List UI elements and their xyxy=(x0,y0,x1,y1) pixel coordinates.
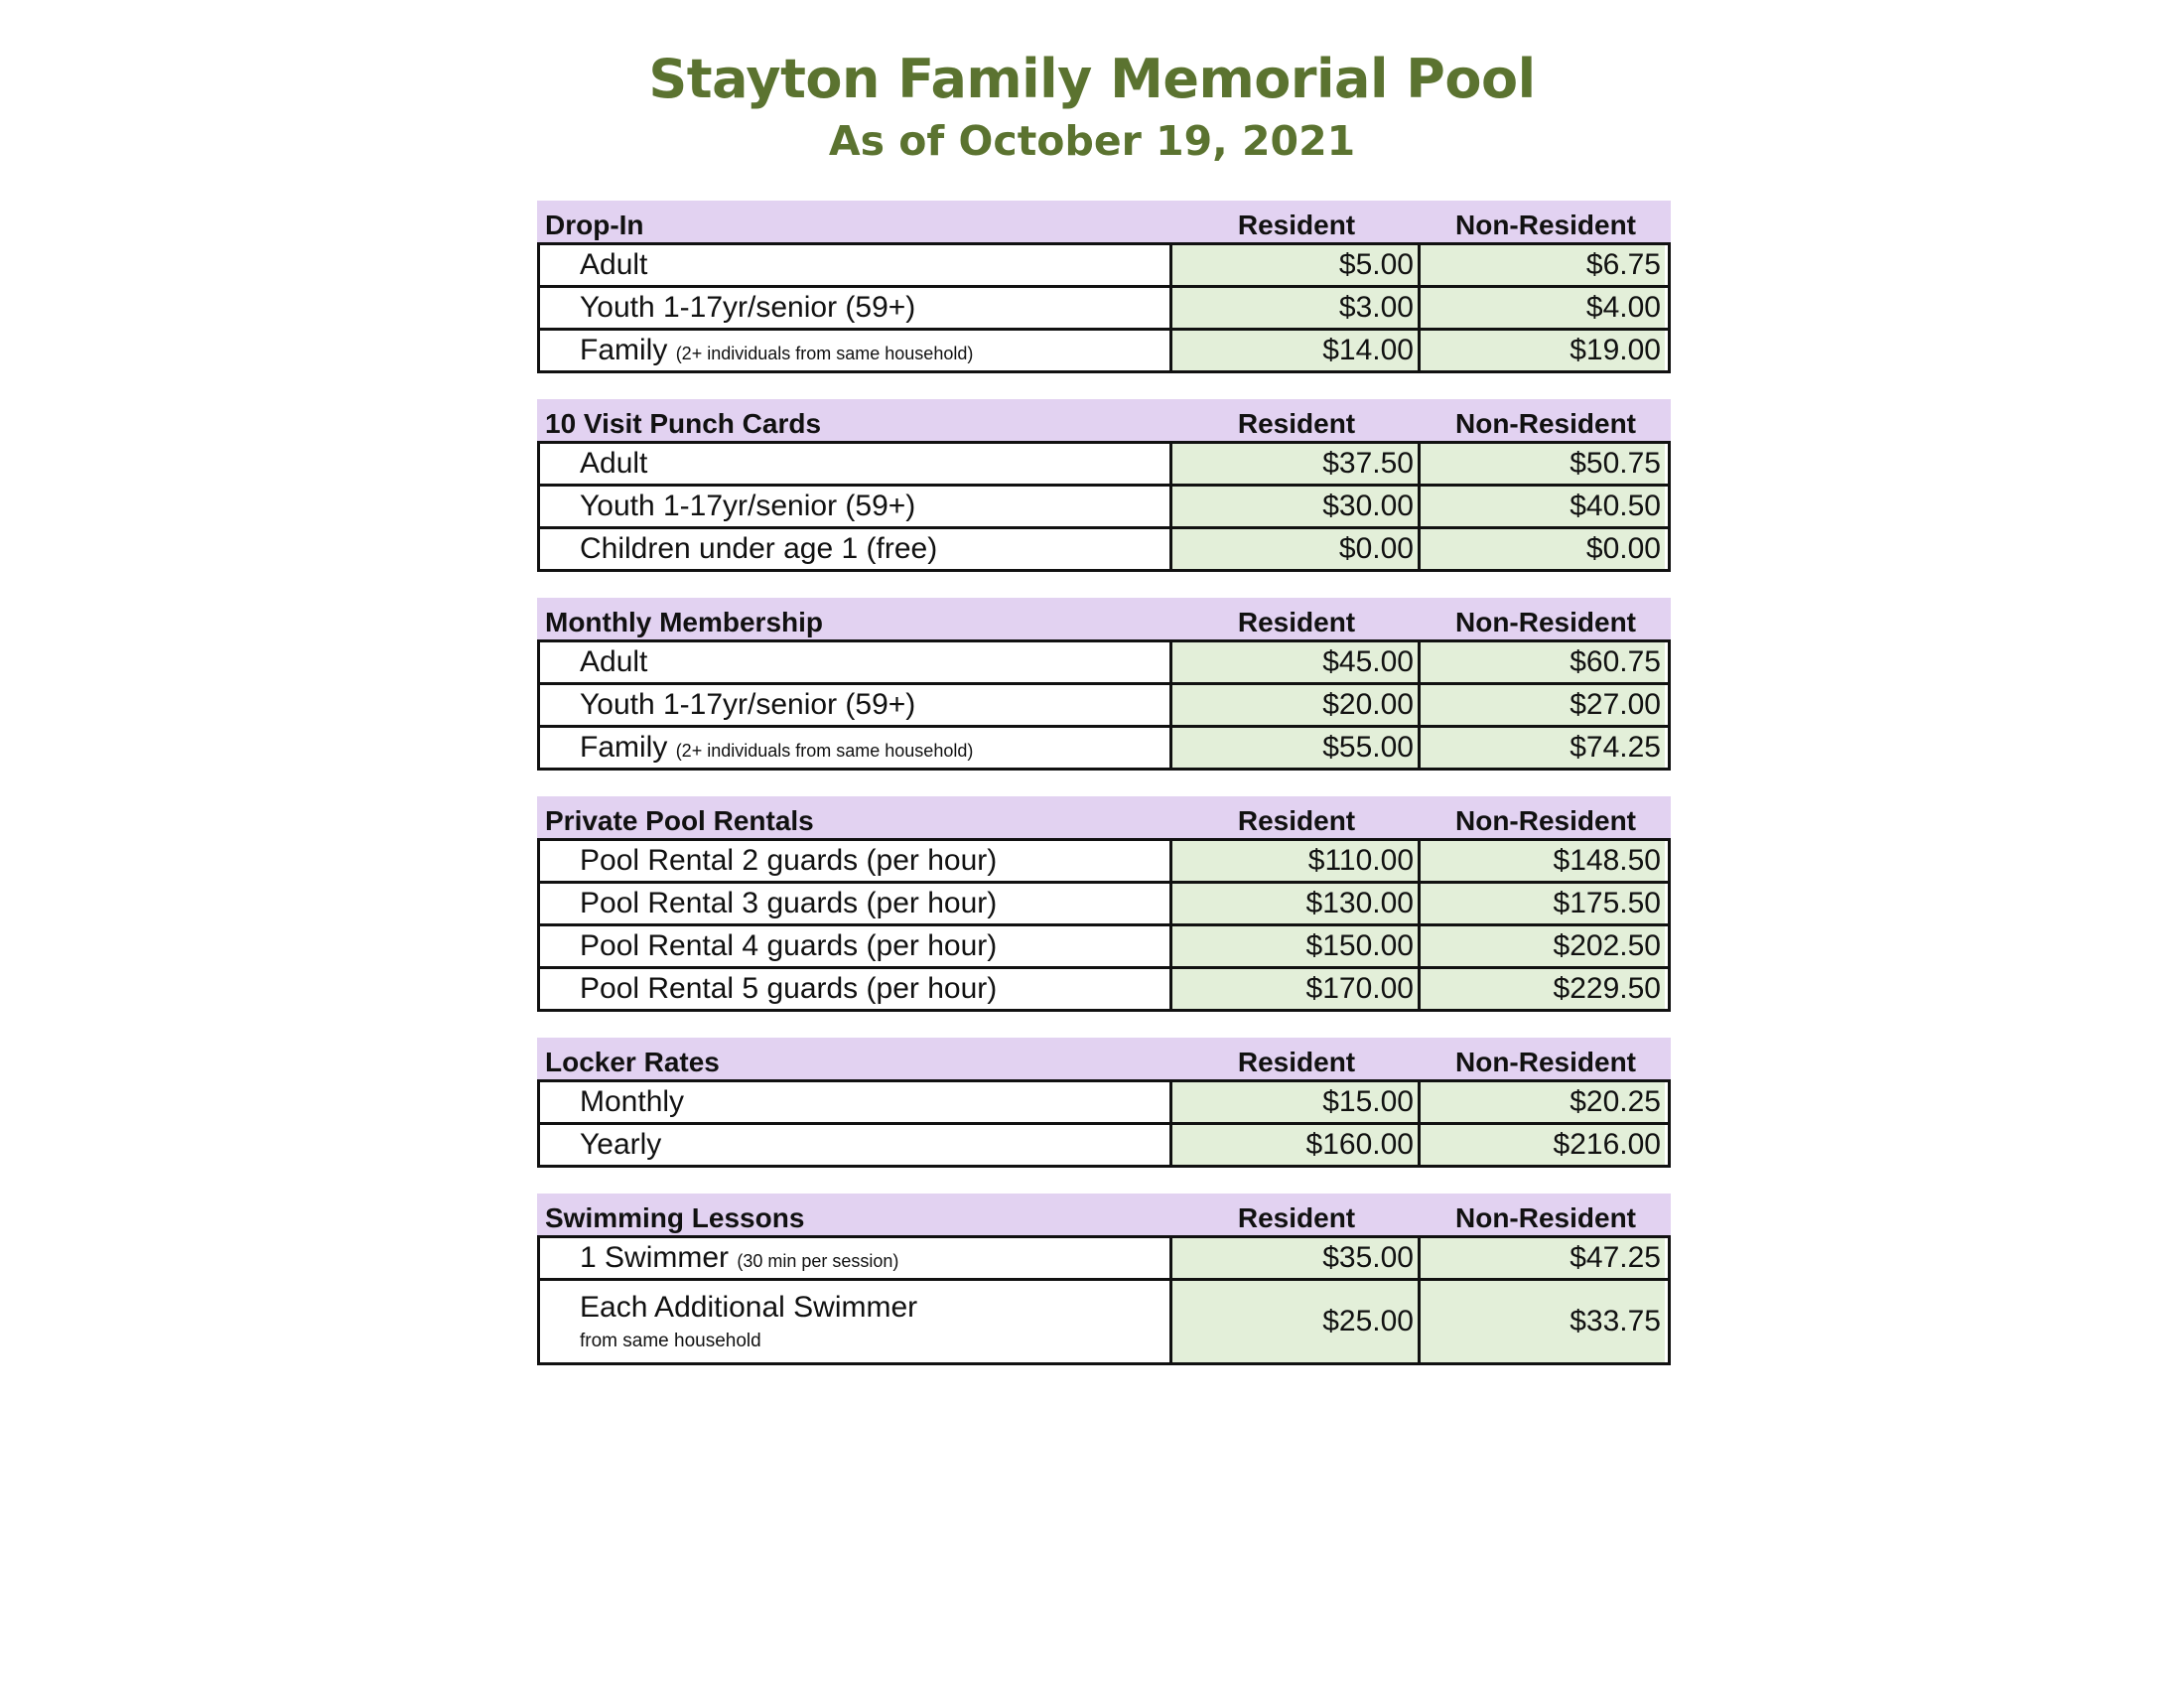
table-row xyxy=(540,1122,1668,1165)
nonresident-price: $0.00 xyxy=(1421,529,1665,569)
rate-label-line xyxy=(580,731,1169,765)
rate-label-cell xyxy=(540,444,1172,484)
section-header xyxy=(537,399,1671,441)
resident-price: $150.00 xyxy=(1172,926,1421,966)
nonresident-column-header: Non-Resident xyxy=(1455,408,1636,439)
rate-label-cell xyxy=(540,1125,1172,1165)
nonresident-column-header: Non-Resident xyxy=(1455,607,1636,637)
resident-price: $20.00 xyxy=(1172,685,1421,725)
rate-label-cell xyxy=(540,841,1172,881)
rate-label-line xyxy=(580,532,1169,566)
rate-label-cell xyxy=(540,288,1172,328)
rate-label-line xyxy=(580,1128,1169,1162)
section-title: Private Pool Rentals xyxy=(545,805,814,836)
rate-label: Adult xyxy=(580,645,648,678)
nonresident-price: $20.25 xyxy=(1421,1082,1665,1122)
rate-section xyxy=(537,1038,1671,1168)
rate-table xyxy=(537,242,1671,373)
rate-table xyxy=(537,1235,1671,1365)
rate-label-line xyxy=(580,1291,1169,1325)
rate-subnote: from same household xyxy=(580,1331,761,1351)
rate-label-line xyxy=(580,1085,1169,1119)
nonresident-price: $229.50 xyxy=(1421,969,1665,1009)
table-row xyxy=(540,526,1668,569)
nonresident-price: $19.00 xyxy=(1421,331,1665,370)
resident-column-header: Resident xyxy=(1237,1202,1356,1233)
table-row xyxy=(540,923,1668,966)
rate-label-line xyxy=(580,490,1169,523)
rate-label: Family xyxy=(580,334,668,366)
section-header xyxy=(537,598,1671,639)
resident-price: $14.00 xyxy=(1172,331,1421,370)
table-row xyxy=(540,1278,1668,1362)
rate-label: Youth 1-17yr/senior (59+) xyxy=(580,490,916,522)
resident-price: $15.00 xyxy=(1172,1082,1421,1122)
rate-label: Monthly xyxy=(580,1085,685,1118)
table-row xyxy=(540,966,1668,1009)
rate-label-cell xyxy=(540,642,1172,682)
table-row xyxy=(540,285,1668,328)
rate-label: Pool Rental 4 guards (per hour) xyxy=(580,929,998,962)
rate-label-cell xyxy=(540,685,1172,725)
nonresident-column-header: Non-Resident xyxy=(1455,210,1636,240)
rate-table xyxy=(537,1079,1671,1168)
rate-label: Yearly xyxy=(580,1128,662,1161)
rate-label-line xyxy=(580,447,1169,481)
rate-label-cell xyxy=(540,1082,1172,1122)
section-header xyxy=(537,1194,1671,1235)
table-row xyxy=(540,444,1668,484)
rate-label-line xyxy=(580,248,1169,282)
rate-label: Adult xyxy=(580,248,648,281)
rate-label-cell xyxy=(540,1281,1172,1362)
section-title: Drop-In xyxy=(545,210,644,240)
table-row xyxy=(540,682,1668,725)
rate-label-cell xyxy=(540,487,1172,526)
rate-label-line xyxy=(580,929,1169,963)
resident-price: $45.00 xyxy=(1172,642,1421,682)
rate-label-cell xyxy=(540,728,1172,768)
rate-sheet xyxy=(537,201,1671,1391)
resident-price: $130.00 xyxy=(1172,884,1421,923)
resident-price: $170.00 xyxy=(1172,969,1421,1009)
table-row xyxy=(540,725,1668,768)
rate-section xyxy=(537,1194,1671,1365)
resident-price: $37.50 xyxy=(1172,444,1421,484)
rate-label-line xyxy=(580,844,1169,878)
nonresident-column-header: Non-Resident xyxy=(1455,1202,1636,1233)
rate-label-line xyxy=(580,887,1169,920)
rate-label-line xyxy=(580,334,1169,367)
rate-table xyxy=(537,838,1671,1012)
rate-label-cell xyxy=(540,884,1172,923)
nonresident-column-header: Non-Resident xyxy=(1455,1047,1636,1077)
rate-label-cell xyxy=(540,331,1172,370)
rate-label-line xyxy=(580,645,1169,679)
resident-price: $3.00 xyxy=(1172,288,1421,328)
rate-label-cell xyxy=(540,245,1172,285)
rate-section xyxy=(537,201,1671,373)
rate-label-cell xyxy=(540,926,1172,966)
rate-label: Youth 1-17yr/senior (59+) xyxy=(580,688,916,721)
rate-label-line xyxy=(580,1241,1169,1275)
rate-label: Pool Rental 2 guards (per hour) xyxy=(580,844,998,877)
resident-column-header: Resident xyxy=(1237,607,1356,637)
nonresident-price: $60.75 xyxy=(1421,642,1665,682)
nonresident-price: $40.50 xyxy=(1421,487,1665,526)
section-header xyxy=(537,1038,1671,1079)
rate-label: 1 Swimmer xyxy=(580,1241,730,1274)
table-row xyxy=(540,642,1668,682)
nonresident-price: $6.75 xyxy=(1421,245,1665,285)
resident-price: $160.00 xyxy=(1172,1125,1421,1165)
rate-label: Each Additional Swimmer xyxy=(580,1291,918,1324)
table-row xyxy=(540,1082,1668,1122)
section-header xyxy=(537,201,1671,242)
table-row xyxy=(540,484,1668,526)
nonresident-price: $50.75 xyxy=(1421,444,1665,484)
rate-section xyxy=(537,598,1671,771)
resident-column-header: Resident xyxy=(1237,408,1356,439)
nonresident-price: $202.50 xyxy=(1421,926,1665,966)
resident-price: $35.00 xyxy=(1172,1238,1421,1278)
resident-price: $110.00 xyxy=(1172,841,1421,881)
resident-price: $55.00 xyxy=(1172,728,1421,768)
section-title: 10 Visit Punch Cards xyxy=(545,408,822,439)
resident-price: $0.00 xyxy=(1172,529,1421,569)
rate-label: Children under age 1 (free) xyxy=(580,532,938,565)
nonresident-column-header: Non-Resident xyxy=(1455,805,1636,836)
table-row xyxy=(540,328,1668,370)
rate-section xyxy=(537,399,1671,572)
rate-label: Youth 1-17yr/senior (59+) xyxy=(580,291,916,324)
rate-label-line xyxy=(580,291,1169,325)
rate-note: (30 min per session) xyxy=(737,1251,899,1271)
nonresident-price: $47.25 xyxy=(1421,1238,1665,1278)
resident-column-header: Resident xyxy=(1237,1047,1356,1077)
rate-section xyxy=(537,796,1671,1012)
nonresident-price: $33.75 xyxy=(1421,1281,1665,1362)
rate-label: Family xyxy=(580,731,668,764)
nonresident-price: $27.00 xyxy=(1421,685,1665,725)
section-title: Swimming Lessons xyxy=(545,1202,805,1233)
nonresident-price: $74.25 xyxy=(1421,728,1665,768)
rate-label-line xyxy=(580,972,1169,1006)
resident-column-header: Resident xyxy=(1237,805,1356,836)
nonresident-price: $216.00 xyxy=(1421,1125,1665,1165)
resident-column-header: Resident xyxy=(1237,210,1356,240)
resident-price: $5.00 xyxy=(1172,245,1421,285)
table-row xyxy=(540,1238,1668,1278)
table-row xyxy=(540,841,1668,881)
page-subtitle: As of October 19, 2021 xyxy=(828,117,1356,165)
section-title: Locker Rates xyxy=(545,1047,720,1077)
nonresident-price: $4.00 xyxy=(1421,288,1665,328)
page-title: Stayton Family Memorial Pool xyxy=(648,48,1536,110)
rate-label: Adult xyxy=(580,447,648,480)
nonresident-price: $175.50 xyxy=(1421,884,1665,923)
rate-label-line xyxy=(580,688,1169,722)
rate-table xyxy=(537,639,1671,771)
section-header xyxy=(537,796,1671,838)
rate-label-cell xyxy=(540,969,1172,1009)
table-row xyxy=(540,245,1668,285)
rate-label-cell xyxy=(540,1238,1172,1278)
rate-note: (2+ individuals from same household) xyxy=(675,344,974,363)
section-title: Monthly Membership xyxy=(545,607,824,637)
rate-label: Pool Rental 3 guards (per hour) xyxy=(580,887,998,919)
table-row xyxy=(540,881,1668,923)
rate-note: (2+ individuals from same household) xyxy=(675,741,974,761)
nonresident-price: $148.50 xyxy=(1421,841,1665,881)
rate-label-cell xyxy=(540,529,1172,569)
resident-price: $25.00 xyxy=(1172,1281,1421,1362)
resident-price: $30.00 xyxy=(1172,487,1421,526)
rate-label: Pool Rental 5 guards (per hour) xyxy=(580,972,998,1005)
rate-table xyxy=(537,441,1671,572)
